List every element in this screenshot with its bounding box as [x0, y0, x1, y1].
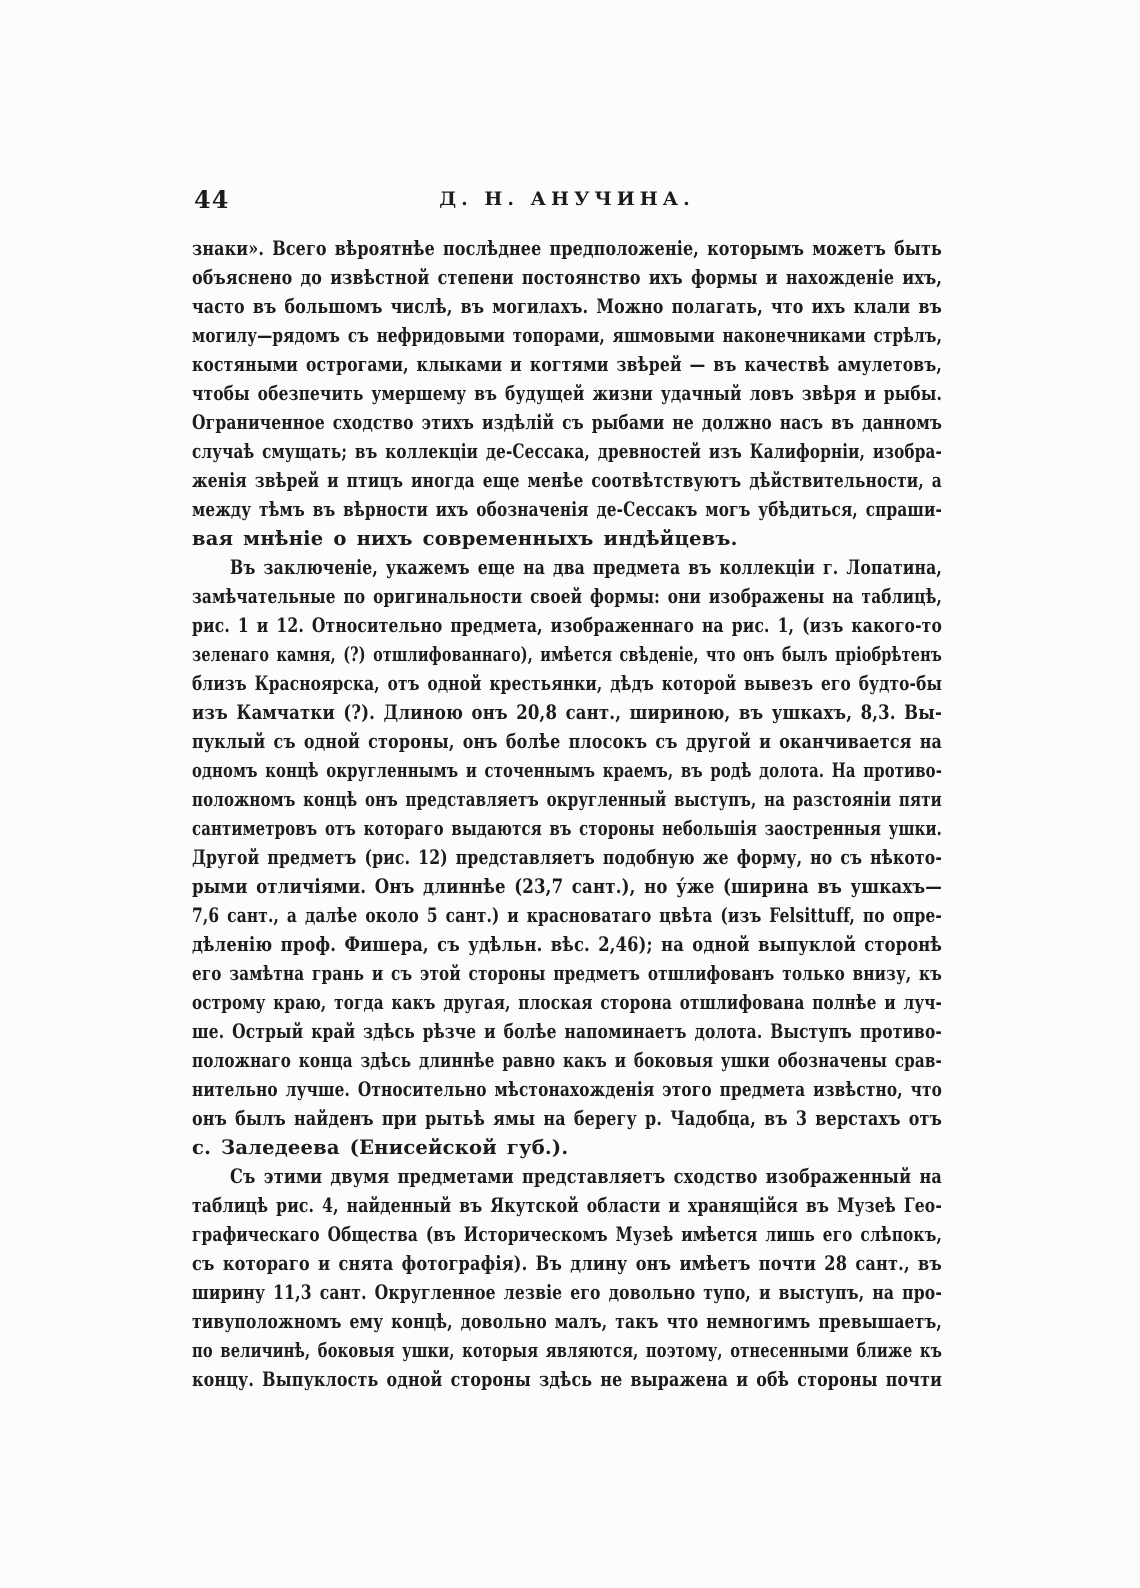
- text-line: знаки». Всего вѣроятнѣе послѣднее предположеніе, которымъ можетъ быть: [192, 237, 943, 260]
- text-line: графическаго Общества (въ Историческомъ Музеѣ имѣется лишь его слѣпокъ,: [192, 1223, 942, 1246]
- text-line: ширину 11,3 сант. Округленное лезвіе его довольно тупо, и выступъ, на про-: [192, 1281, 943, 1304]
- text-line: вая мнѣніе о нихъ современныхъ индѣйцевъ.: [192, 527, 738, 550]
- text-line: по величинѣ, боковыя ушки, которыя являются, поэтому, отнесенными ближе къ: [192, 1339, 943, 1362]
- page-header: [192, 185, 942, 213]
- text-line: рис. 1 и 12. Относительно предмета, изображеннаго на рис. 1, (изъ какого-то: [192, 614, 942, 637]
- text-line: женія звѣрей и птицъ иногда еще менѣе соотвѣтствуютъ дѣйствительности, а: [192, 469, 942, 492]
- text-line: могилу—рядомъ съ нефридовыми топорами, яшмовыми наконечниками стрѣлъ,: [192, 324, 943, 347]
- text-line: случаѣ смущать; въ коллекціи де-Сессака, древностей изъ Калифорніи, изобра-: [192, 440, 942, 463]
- text-line: онъ былъ найденъ при рытьѣ ямы на берегу р. Чадобца, въ 3 верстахъ отъ: [192, 1107, 942, 1130]
- running-title: Д. Н. АНУЧИНА.: [439, 188, 695, 210]
- text-line: между тѣмъ въ вѣрности ихъ обозначенія де-Сессакъ могъ убѣдиться, спраши-: [192, 498, 942, 521]
- text-line: костяными острогами, клыками и когтями звѣрей — въ качествѣ амулетовъ,: [192, 353, 942, 376]
- text-line: изъ Камчатки (?). Длиною онъ 20,8 сант., шириною, въ ушкахъ, 8,3. Вы-: [192, 701, 942, 724]
- text-line: одномъ концѣ округленнымъ и сточеннымъ краемъ, въ родѣ долота. На противо-: [192, 759, 942, 782]
- text-line: зеленаго камня, (?) отшлифованнаго), имѣется свѣденіе, что онъ былъ пріобрѣтенъ: [192, 643, 942, 666]
- text-line: с. Заледеева (Енисейской губ.).: [192, 1136, 569, 1159]
- text-line: часто въ большомъ числѣ, въ могилахъ. Можно полагать, что ихъ клали въ: [192, 295, 942, 318]
- text-line: Ограниченное сходство этихъ издѣлій съ рыбами не должно насъ въ данномъ: [192, 411, 943, 434]
- text-line: Съ этими двумя предметами представляетъ сходство изображенный на: [230, 1165, 942, 1188]
- text-line: дѣленію проф. Фишера, съ удѣльн. вѣс. 2,46); на одной выпуклой сторонѣ: [192, 933, 943, 956]
- text-line: положномъ концѣ онъ представляетъ округленный выступъ, на разстояніи пяти: [192, 788, 942, 811]
- text-line: Другой предметъ (рис. 12) представляетъ подобную же форму, но съ нѣкото-: [192, 846, 942, 869]
- page-body: [192, 234, 942, 1394]
- text-line: концу. Выпуклость одной стороны здѣсь не выражена и обѣ стороны почти: [192, 1368, 943, 1391]
- text-line: сантиметровъ отъ котораго выдаются въ стороны небольшія заостренныя ушки.: [192, 817, 943, 840]
- text-line: 7,6 сант., а далѣе около 5 сант.) и красноватаго цвѣта (изъ Felsittuff, по опре-: [192, 904, 942, 927]
- text-line: съ котораго и снята фотографія). Въ длину онъ имѣетъ почти 28 сант., въ: [192, 1252, 942, 1275]
- text-line: тивуположномъ ему концѣ, довольно малъ, такъ что немногимъ превышаетъ,: [192, 1310, 942, 1333]
- text-line: ше. Острый край здѣсь рѣзче и болѣе напоминаетъ долота. Выступъ противо-: [192, 1020, 942, 1043]
- text-line: его замѣтна грань и съ этой стороны предметъ отшлифованъ только внизу, къ: [192, 962, 943, 985]
- text-line: близъ Красноярска, отъ одной крестьянки, дѣдъ которой вывезъ его будто-бы: [192, 672, 943, 695]
- text-line: положнаго конца здѣсь длиннѣе равно какъ и боковыя ушки обозначены срав-: [192, 1049, 942, 1072]
- text-line: Въ заключеніе, укажемъ еще на два предмета въ коллекціи г. Лопатина,: [230, 556, 942, 579]
- text-line: пуклый съ одной стороны, онъ болѣе плосокъ съ другой и оканчивается на: [192, 730, 943, 753]
- page-number: 44: [194, 185, 230, 214]
- text-line: чтобы обезпечить умершему въ будущей жизни удачный ловъ звѣря и рыбы.: [192, 382, 943, 405]
- text-line: рыми отличіями. Онъ длиннѣе (23,7 сант.), но у́же (ширина въ ушкахъ—: [192, 875, 943, 898]
- text-line: нительно лучше. Относительно мѣстонахожденія этого предмета извѣстно, что: [192, 1078, 943, 1101]
- text-line: таблицѣ рис. 4, найденный въ Якутской области и хранящійся въ Музеѣ Гео-: [192, 1194, 942, 1217]
- text-line: объяснено до извѣстной степени постоянство ихъ формы и нахожденіе ихъ,: [192, 266, 943, 289]
- text-line: острому краю, тогда какъ другая, плоская сторона отшлифована полнѣе и луч-: [192, 991, 942, 1014]
- text-line: замѣчательные по оригинальности своей формы: они изображены на таблицѣ,: [192, 585, 942, 608]
